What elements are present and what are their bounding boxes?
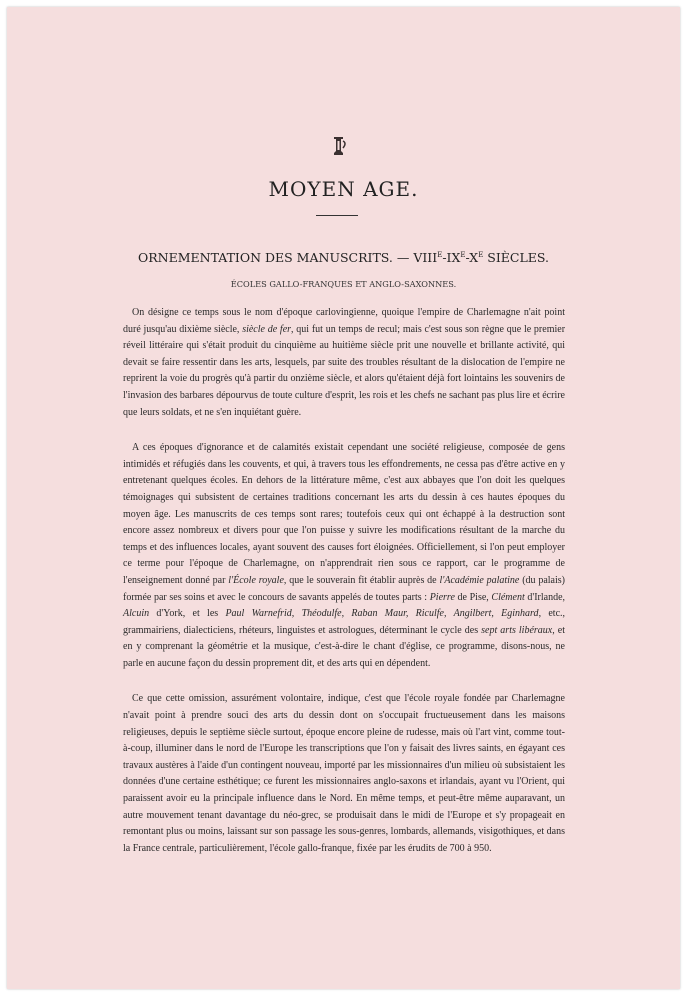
text-run: , que le souverain fit établir auprès de [283,574,440,586]
text-run: , qui fut un temps de recul; mais c'est sous son règne que le premier réveil littéraire qui s'était produit du cinquième au huitième siècle prit une nouvelle et brillante activité, qui devait se faire ressentir dans les arts, lesquels, par suite des troubles résultant de la dislocation de l'empire ne reprirent la voie du progrès qu'à partir du onzième siècle, et alors qu'étaient déjà fort lointains les souvenirs de l'invasion des barbares dépourvus de toute culture d'esprit, les rois et les chefs ne sachant pas plus lire et écrire que leurs soldats, et ne s'en inquiétant guère. [123,323,566,418]
text-run: Ce que cette omission, assurément volontaire, indique, c'est que l'école royale fondée par Charlemagne n'avait point à prendre souci des arts du dessin dont on s'occupait fructueusement dans les maisons religieuses, depuis le septième siècle surtout, époque encore pleine de rudesse, mais où l'art vint, comme tout-à-coup, illuminer dans le nord de l'Europe les transcriptions que l'on y faisait des livres saints, en égayant ces travaux austères à l'aide d'un contingent nouveau, importé par les missionnaires d'un milieu où subsistaient les données d'une certaine esthétique; ce furent les missionnaires anglo-saxons et irlandais, ayant vu l'Orient, qui paraissent avoir eu la principale influence dans le Nord. En même temps, et peut-être même auparavant, un autre mouvement tenant davantage du néo-grec, se produisait dans le midi de l'Europe et s'y propageait en remontant plus ou moins, laissant sur son passage les sous-genres, lombards, allemands, visigothiques, et dans la France centrale, particulièrement, l'école gallo-franque, fixée par les érudits de 700 à 950. [123,693,565,854]
text-run: (du palais) formée par ses soins et avec le concours de savants appelés de toutes parts : [123,574,565,603]
italic-run: Paul Warnefrid, Théodulfe, Raban Maur, Riculfe, Angilbert, Eginhard [225,608,539,620]
italic-run: Alcuin [123,608,150,620]
book-page [7,7,680,989]
italic-run: l'École royale [228,574,284,586]
section-subtitle: ÉCOLES GALLO-FRANQUES ET ANGLO-SAXONNES. [230,279,457,289]
text-run: , et en y comprenant la géométrie et la musique, c'est-à-dire le chant d'église, ce programme, disons-nous, ne parle en aucune façon du dessin proprement dit, et des arts qui en dépendent. [123,624,565,669]
title-divider [316,215,358,216]
text-run: de Pise, [454,591,492,603]
italic-run: l'Académie palatine [439,574,520,586]
italic-run: Clément [491,591,525,603]
text-run: d'Irlande, [524,591,566,603]
italic-run: sept arts libéraux [481,624,553,636]
text-run: , etc., grammairiens, dialecticiens, rhéteurs, linguistes et astrologues, déterminant le cycle des [123,608,566,636]
text-run: A ces époques d'ignorance et de calamités existait cependant une société religieuse, composée de gens intimidés et réfugiés dans les couvents, et qui, à travers tous les effondrements, ne cessa pas d'être active en y entretenant quelques écoles. En dehors de la littérature même, c'est aux abbayes que l'on doit les quelques témoignages qui subsistent de certaines traditions concernant les arts du dessin à ces hautes époques du moyen âge. Les manuscrits de ces temps sont rares; toutefois ceux qui ont échappé à la destruction sont encore assez nombreux et divers pour que l'on puisse y suivre les modifications résultant de la marche du temps et des influences locales, ayant souvent des causes fort éloignées. Officiellement, si l'on peut employer ce terme pour l'époque de Charlemagne, on n'apprendrait rien sous ce rapport, car le programme de l'enseignement donné par [123,442,565,586]
paragraph [123,440,565,672]
text-run: On désigne ce temps sous le nom d'époque carlovingienne, quoique l'empire de Charlemagne n'ait point duré jusqu'au dixième siècle, [123,307,565,335]
fleuron-icon [331,135,347,157]
italic-run: Pierre [429,591,455,603]
italic-run: siècle de fer [242,323,292,335]
paragraph [123,305,565,421]
page-title: MOYEN AGE. [268,177,419,201]
paragraph [123,691,565,857]
section-heading: ORNEMENTATION DES MANUSCRITS. — $VIII^E-IX^E-X^E$ SIÈCLES. [137,250,549,265]
text-run: d'York, et les [149,608,226,620]
body-text [123,305,565,876]
